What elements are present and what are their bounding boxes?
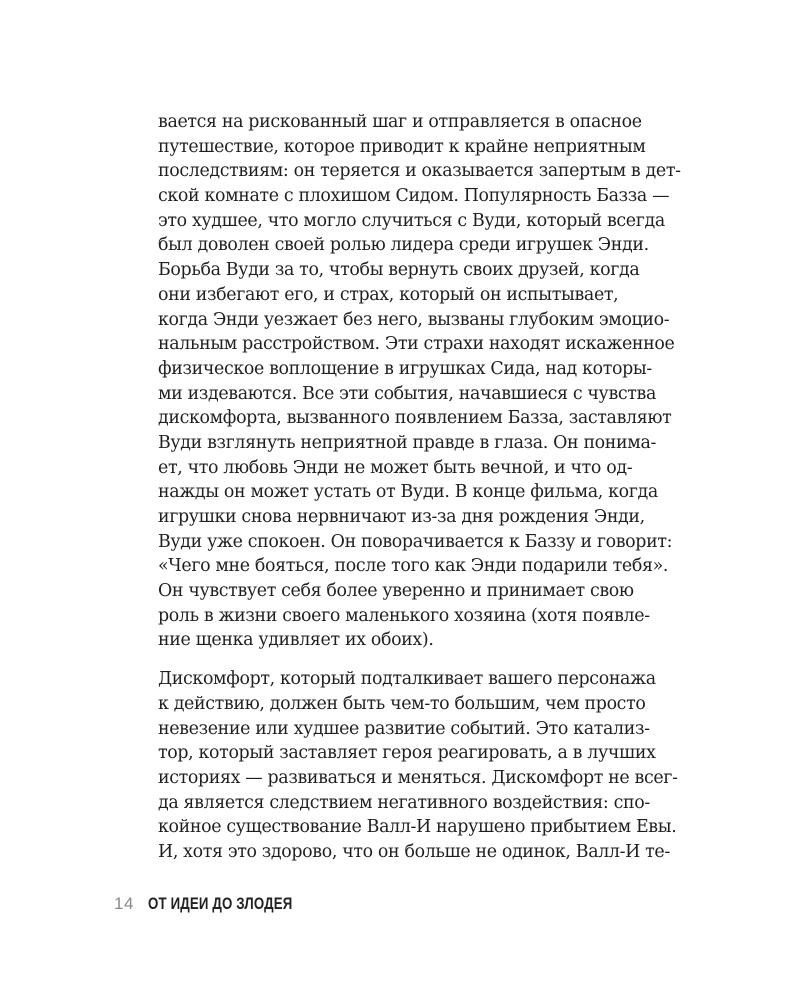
text-line: когда Энди уезжает без него, вызваны глубоким эмоцио- [158,309,670,330]
text-line: они избегают его, и страх, который он испытывает, [158,284,619,305]
text-line: И, хотя это здорово, что он больше не одинок, Валл-И те- [158,841,670,862]
running-title: ОТ ИДЕИ ДО ЗЛОДЕЯ [147,894,293,913]
text-line: игрушки снова нервничают из-за дня рождения Энди, [158,507,645,527]
text-line: историях — развиваться и меняться. Дискомфорт не всег- [158,767,678,788]
text-line: дискомфорта, вызванного появлением Базза, заставляют [158,408,672,429]
text-line: койное существование Валл-И нарушено прибытием Евы. [158,817,677,838]
text-line: ской комнате с плохишом Сидом. Популярность Базза — [158,186,670,207]
paragraph [158,110,681,653]
text-line: роль в жизни своего маленького хозяина (хотя появле- [158,605,650,626]
text-line: нальным расстройством. Эти страхи находят искаженное [158,334,675,355]
text-line: нажды он может устать от Вуди. В конце фильма, когда [158,482,658,503]
text-line: невезение или худшее развитие событий. Это катализ- [158,718,650,739]
text-line: да является следствием негативного воздействия: спо- [158,792,650,813]
text-line: Он чувствует себя более уверенно и принимает свою [158,581,634,602]
text-line: был доволен своей ролью лидера среди игрушек Энди. [158,235,649,256]
text-line: вается на рискованный шаг и отправляется в опасное [158,112,642,132]
text-line: Дискомфорт, который подталкивает вашего персонажа [158,669,656,690]
text-line: физическое воплощение в игрушках Сида, над которы- [158,358,652,379]
body-text [158,110,681,865]
paragraph [158,667,678,865]
text-line: последствиям: он теряется и оказывается запертым в дет- [158,161,681,182]
text-line: Борьба Вуди за то, чтобы вернуть своих друзей, когда [158,260,640,281]
text-line: «Чего мне бояться, после того как Энди подарили тебя». [158,556,669,577]
page-number: 14 [114,894,134,913]
text-line: к действию, должен быть чем-то большим, чем просто [158,693,646,714]
text-line: тор, который заставляет героя реагировать, а в лучших [158,743,656,764]
page-footer [114,890,333,918]
text-line: это худшее, что могло случиться с Вуди, который всегда [158,210,665,231]
text-line: путешествие, которое приводит к крайне неприятным [158,136,646,157]
text-line: Вуди уже спокоен. Он поворачивается к Баззу и говорит: [158,531,673,552]
text-line: ми издеваются. Все эти события, начавшиеся с чувства [158,383,657,404]
text-line: ет, что любовь Энди не может быть вечной, и что од- [158,457,633,478]
text-line: Вуди взглянуть неприятной правде в глаза. Он понима- [158,432,657,453]
text-line: ние щенка удивляет их обоих). [158,630,434,651]
